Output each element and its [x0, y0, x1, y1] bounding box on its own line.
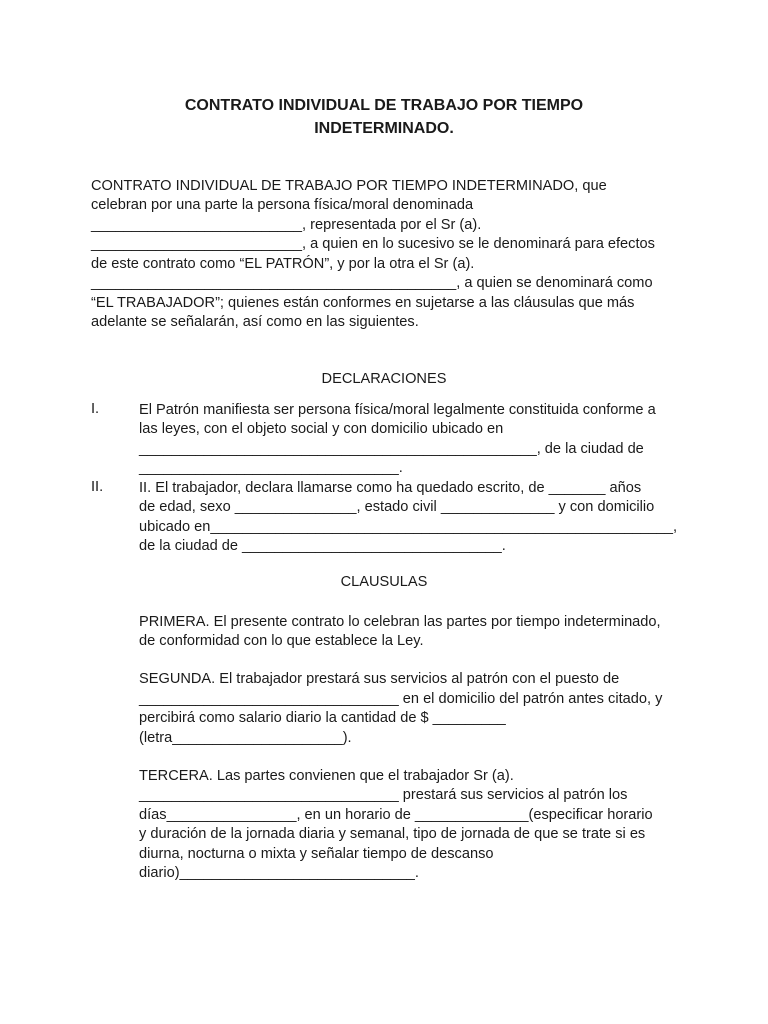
intro-line: __________________________, representada por el Sr (a). — [91, 217, 482, 233]
intro-line: CONTRATO INDIVIDUAL DE TRABAJO POR TIEMPO INDETERMINADO, que — [91, 178, 607, 194]
intro-line: adelante se señalarán, así como en las siguientes. — [91, 314, 419, 330]
intro-line: celebran por una parte la persona física/moral denominada — [91, 197, 474, 213]
clausulas-heading: CLAUSULAS — [340, 574, 428, 590]
title-line: CONTRATO INDIVIDUAL DE TRABAJO POR TIEMPO — [184, 97, 584, 114]
clausula-line: SEGUNDA. El trabajador prestará sus servicios al patrón con el puesto de — [139, 671, 620, 687]
declaracion-2-number: II. — [91, 479, 104, 495]
declaracion-line: El Patrón manifiesta ser persona física/moral legalmente constituida conforme a — [139, 402, 656, 418]
intro-line: _____________________________________________, a quien se denominará como — [91, 275, 653, 291]
clausula-line: y duración de la jornada diaria y semanal, tipo de jornada de que se trate si es — [139, 826, 646, 842]
declaracion-line: _________________________________________________, de la ciudad de — [139, 441, 644, 457]
clausula-line: diurna, nocturna o mixta y señalar tiempo de descanso — [139, 846, 494, 862]
clausula-line: de conformidad con lo que establece la Ley. — [139, 633, 424, 649]
declaraciones-heading: DECLARACIONES — [321, 371, 447, 387]
intro-line: “EL TRABAJADOR”; quienes están conformes en sujetarse a las cláusulas que más — [91, 295, 635, 311]
clausula-line: TERCERA. Las partes convienen que el trabajador Sr (a). — [139, 768, 514, 784]
clausula-line: diario)_____________________________. — [139, 865, 419, 881]
title-line: INDETERMINADO. — [314, 120, 454, 137]
clausula-line: ________________________________ en el domicilio del patrón antes citado, y — [139, 691, 663, 707]
declaracion-line: de la ciudad de ________________________________. — [139, 538, 506, 554]
clausula-line: días________________, en un horario de ______________(especificar horario — [139, 807, 653, 823]
declaracion-line: de edad, sexo _______________, estado civil ______________ y con domicilio — [139, 499, 655, 515]
intro-line: de este contrato como “EL PATRÓN”, y por la otra el Sr (a). — [91, 256, 475, 272]
declaracion-line: II. El trabajador, declara llamarse como ha quedado escrito, de _______ años — [139, 480, 642, 496]
document-title — [0, 94, 768, 140]
clausula-line: (letra_____________________). — [139, 730, 352, 746]
intro-line: __________________________, a quien en lo sucesivo se le denominará para efectos — [91, 236, 655, 252]
declaracion-line: ubicado en_________________________________________________________, — [139, 519, 678, 535]
declaracion-line: las leyes, con el objeto social y con domicilio ubicado en — [139, 421, 504, 437]
clausula-line: PRIMERA. El presente contrato lo celebran las partes por tiempo indeterminado, — [139, 614, 661, 630]
declaracion-line: ________________________________. — [139, 460, 403, 476]
declaracion-1-number: I. — [91, 401, 100, 417]
clausula-line: ________________________________ prestará sus servicios al patrón los — [139, 787, 628, 803]
clausula-line: percibirá como salario diario la cantidad de $ _________ — [139, 710, 506, 726]
